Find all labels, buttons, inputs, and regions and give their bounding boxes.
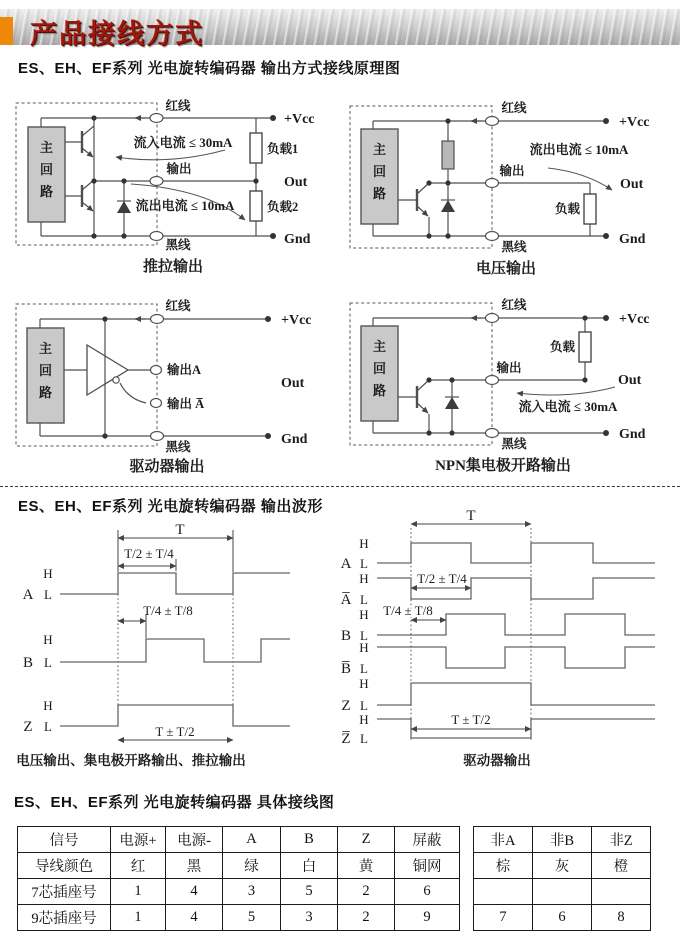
output-label: 输出 <box>499 164 525 178</box>
d3-junction-dots <box>102 316 271 439</box>
current-in-label: 流入电流 ≤ 30mA <box>518 399 618 414</box>
cell: A <box>223 827 281 853</box>
svg-text:路: 路 <box>372 383 387 398</box>
channel-A-label: A <box>340 556 352 572</box>
cell: 7 <box>474 905 533 931</box>
red-wire-label: 红线 <box>165 299 191 313</box>
channel-Z-bar-label: Z̅ <box>341 731 351 747</box>
current-out-label: 流出电流 ≤ 10mA <box>135 198 235 213</box>
cell: 9芯插座号 <box>18 905 111 931</box>
output-waveform-diagrams <box>0 505 680 777</box>
cell: 1 <box>111 905 166 931</box>
cell: 6 <box>395 879 460 905</box>
cell: 非Z <box>592 827 651 853</box>
svg-text:回: 回 <box>39 162 54 177</box>
dim-T: T <box>175 522 185 538</box>
load1-label: 负载1 <box>267 142 299 156</box>
Bbar-high-label: H <box>359 640 369 655</box>
d3-wires <box>40 319 268 436</box>
gnd-label: Gnd <box>284 232 311 247</box>
cell: 黑 <box>166 853 223 879</box>
Zbar-high-label: H <box>359 712 369 727</box>
cell: 9 <box>395 905 460 931</box>
Abar-low-label: L <box>360 592 368 607</box>
A-high-label: H <box>43 566 53 581</box>
channel-B-label: B <box>22 655 34 671</box>
channel-B-bar-label: B̅ <box>340 661 352 677</box>
main-circuit-label <box>39 341 52 400</box>
current-out-arrow <box>548 168 612 190</box>
cell: Z <box>338 827 395 853</box>
svg-text:路: 路 <box>372 186 387 201</box>
current-in-arrow <box>116 150 225 160</box>
cell: 5 <box>281 879 338 905</box>
wave-Z <box>60 705 290 726</box>
cell: 黄 <box>338 853 395 879</box>
diode-icon <box>117 201 131 213</box>
cell: 3 <box>223 879 281 905</box>
A-low-label: L <box>360 556 368 571</box>
circuit-diagram-npn <box>345 287 680 482</box>
A-low-label: L <box>44 587 52 602</box>
diode-icon <box>441 200 455 212</box>
cell: 棕 <box>474 853 533 879</box>
black-wire-label: 黑线 <box>501 437 527 451</box>
cell: 红 <box>111 853 166 879</box>
main-circuit-label <box>373 339 386 398</box>
cell: 电源+ <box>111 827 166 853</box>
table-row <box>474 879 651 905</box>
cell: 2 <box>338 879 395 905</box>
A-high-label: H <box>359 536 369 551</box>
load-resistor <box>584 194 596 224</box>
Z-low-label: L <box>360 698 368 713</box>
circuit-diagram-voltage <box>345 90 680 285</box>
out-label: Out <box>281 376 305 391</box>
table-row <box>18 879 460 905</box>
vcc-label: +Vcc <box>284 112 315 127</box>
cell <box>474 879 533 905</box>
table-row <box>474 905 651 931</box>
wiring-table-main <box>17 826 460 931</box>
cell: 导线颜色 <box>18 853 111 879</box>
output-label: 输出 <box>496 361 522 375</box>
section-title-wiring-principle: ES、EH、EF系列 光电旋转编码器 输出方式接线原理图 <box>18 60 401 77</box>
out-label: Out <box>618 373 642 388</box>
red-wire-label: 红线 <box>501 101 527 115</box>
load1-resistor <box>250 133 262 163</box>
driver-amplifier-icon <box>87 345 128 395</box>
cell: 绿 <box>223 853 281 879</box>
channel-A-bar-label: A̅ <box>340 592 352 608</box>
channel-Z-label: Z <box>341 698 351 714</box>
Bbar-low-label: L <box>360 661 368 676</box>
svg-text:主: 主 <box>372 339 387 354</box>
cell: 3 <box>281 905 338 931</box>
current-in-label: 流入电流 ≤ 30mA <box>133 135 233 150</box>
cell: 4 <box>166 905 223 931</box>
section-title-output-waveform: ES、EH、EF系列 光电旋转编码器 输出波形 <box>18 498 323 515</box>
channel-B-label: B <box>340 628 352 644</box>
cell: B <box>281 827 338 853</box>
cell: 橙 <box>592 853 651 879</box>
Zbar-low-label: L <box>360 731 368 746</box>
d1-junction-dots <box>91 115 276 239</box>
d1-caption: 推拉输出 <box>142 259 204 275</box>
vcc-label: +Vcc <box>619 115 650 130</box>
dim-TZ: T ± T/2 <box>451 712 491 727</box>
wave-B-bar <box>377 647 655 668</box>
load2-label: 负载2 <box>267 200 299 214</box>
vcc-label: +Vcc <box>281 313 312 328</box>
B-high-label: H <box>359 607 369 622</box>
dim-T: T <box>466 508 476 524</box>
load-label: 负载 <box>554 202 580 216</box>
B-low-label: L <box>360 628 368 643</box>
dim-T4: T/4 ± T/8 <box>383 603 433 618</box>
diode-icon <box>445 397 459 409</box>
cell: 屏蔽 <box>395 827 460 853</box>
Z-high-label: H <box>359 676 369 691</box>
table-row <box>18 827 460 853</box>
waveform-left <box>16 522 290 768</box>
current-in-arrow <box>517 387 615 395</box>
d2-caption: 电压输出 <box>475 261 537 277</box>
circuit-diagram-driver <box>10 287 345 482</box>
wave-A <box>377 543 655 563</box>
svg-text:回: 回 <box>372 164 387 179</box>
d2-junction-dots <box>426 118 609 239</box>
load-resistor <box>579 332 591 362</box>
wave-A <box>60 573 290 594</box>
cell: 非B <box>533 827 592 853</box>
load-label: 负载 <box>549 340 575 354</box>
svg-text:主: 主 <box>372 142 387 157</box>
dim-T4: T/4 ± T/8 <box>143 603 193 618</box>
B-low-label: L <box>44 655 52 670</box>
table-row <box>18 905 460 931</box>
page-banner <box>0 9 680 49</box>
gnd-label: Gnd <box>619 427 646 442</box>
cell: 铜网 <box>395 853 460 879</box>
page-title: 产品接线方式 <box>30 19 204 49</box>
black-wire-label: 黑线 <box>165 238 191 252</box>
cell-signal: 信号 <box>18 827 111 853</box>
cell: 电源- <box>166 827 223 853</box>
banner-accent-block <box>0 17 13 45</box>
cell: 2 <box>338 905 395 931</box>
load2-resistor <box>250 191 262 221</box>
circuit-diagram-push-pull <box>10 90 345 285</box>
wiring-table-inverted-signals <box>473 826 651 931</box>
waveform-left-caption: 电压输出、集电极开路输出、推拉输出 <box>16 753 246 768</box>
inverter-bubble-icon <box>113 377 119 383</box>
svg-text:路: 路 <box>39 184 54 199</box>
out-label: Out <box>620 177 644 192</box>
d4-caption: NPN集电极开路输出 <box>435 458 571 474</box>
cell: 1 <box>111 879 166 905</box>
vcc-label: +Vcc <box>619 312 650 327</box>
section-title-wiring-detail: ES、EH、EF系列 光电旋转编码器 具体接线图 <box>14 794 335 811</box>
red-wire-label: 红线 <box>165 99 191 113</box>
cell: 灰 <box>533 853 592 879</box>
waveform-right-caption: 驱动器输出 <box>463 753 531 768</box>
channel-Z-label: Z <box>23 719 33 735</box>
svg-text:回: 回 <box>38 363 53 378</box>
gnd-label: Gnd <box>619 232 646 247</box>
main-circuit-label <box>373 142 386 201</box>
output-a-label: 输出A <box>167 363 202 377</box>
svg-text:主: 主 <box>38 341 53 356</box>
svg-text:主: 主 <box>39 140 54 155</box>
cell <box>592 879 651 905</box>
B-high-label: H <box>43 632 53 647</box>
Z-high-label: H <box>43 698 53 713</box>
Z-low-label: L <box>44 719 52 734</box>
cell: 4 <box>166 879 223 905</box>
output-label: 输出 <box>166 162 192 176</box>
gnd-label: Gnd <box>281 432 308 447</box>
cell: 7芯插座号 <box>18 879 111 905</box>
black-wire-label: 黑线 <box>501 240 527 254</box>
cell <box>533 879 592 905</box>
internal-resistor <box>442 141 454 169</box>
cell: 非A <box>474 827 533 853</box>
cell: 5 <box>223 905 281 931</box>
main-circuit-label <box>40 140 53 199</box>
wave-B <box>60 639 290 662</box>
channel-A-label: A <box>22 587 34 603</box>
current-out-label: 流出电流 ≤ 10mA <box>529 142 629 157</box>
section-divider <box>0 486 680 487</box>
cell: 白 <box>281 853 338 879</box>
svg-text:路: 路 <box>38 385 53 400</box>
black-wire-label: 黑线 <box>165 440 191 454</box>
wave-Z <box>377 683 655 705</box>
table-row <box>18 853 460 879</box>
red-wire-label: 红线 <box>501 298 527 312</box>
dim-T2: T/2 ± T/4 <box>124 546 174 561</box>
table-row <box>474 853 651 879</box>
cell: 8 <box>592 905 651 931</box>
waveform-right <box>341 508 655 768</box>
d3-caption: 驱动器输出 <box>129 459 205 475</box>
svg-text:回: 回 <box>372 361 387 376</box>
Abar-high-label: H <box>359 571 369 586</box>
dim-TZ: T ± T/2 <box>155 724 195 739</box>
table-row <box>474 827 651 853</box>
out-label: Out <box>284 175 308 190</box>
output-a-bar-label: 输出 A̅ <box>167 397 205 411</box>
cell: 6 <box>533 905 592 931</box>
dim-T2: T/2 ± T/4 <box>417 571 467 586</box>
